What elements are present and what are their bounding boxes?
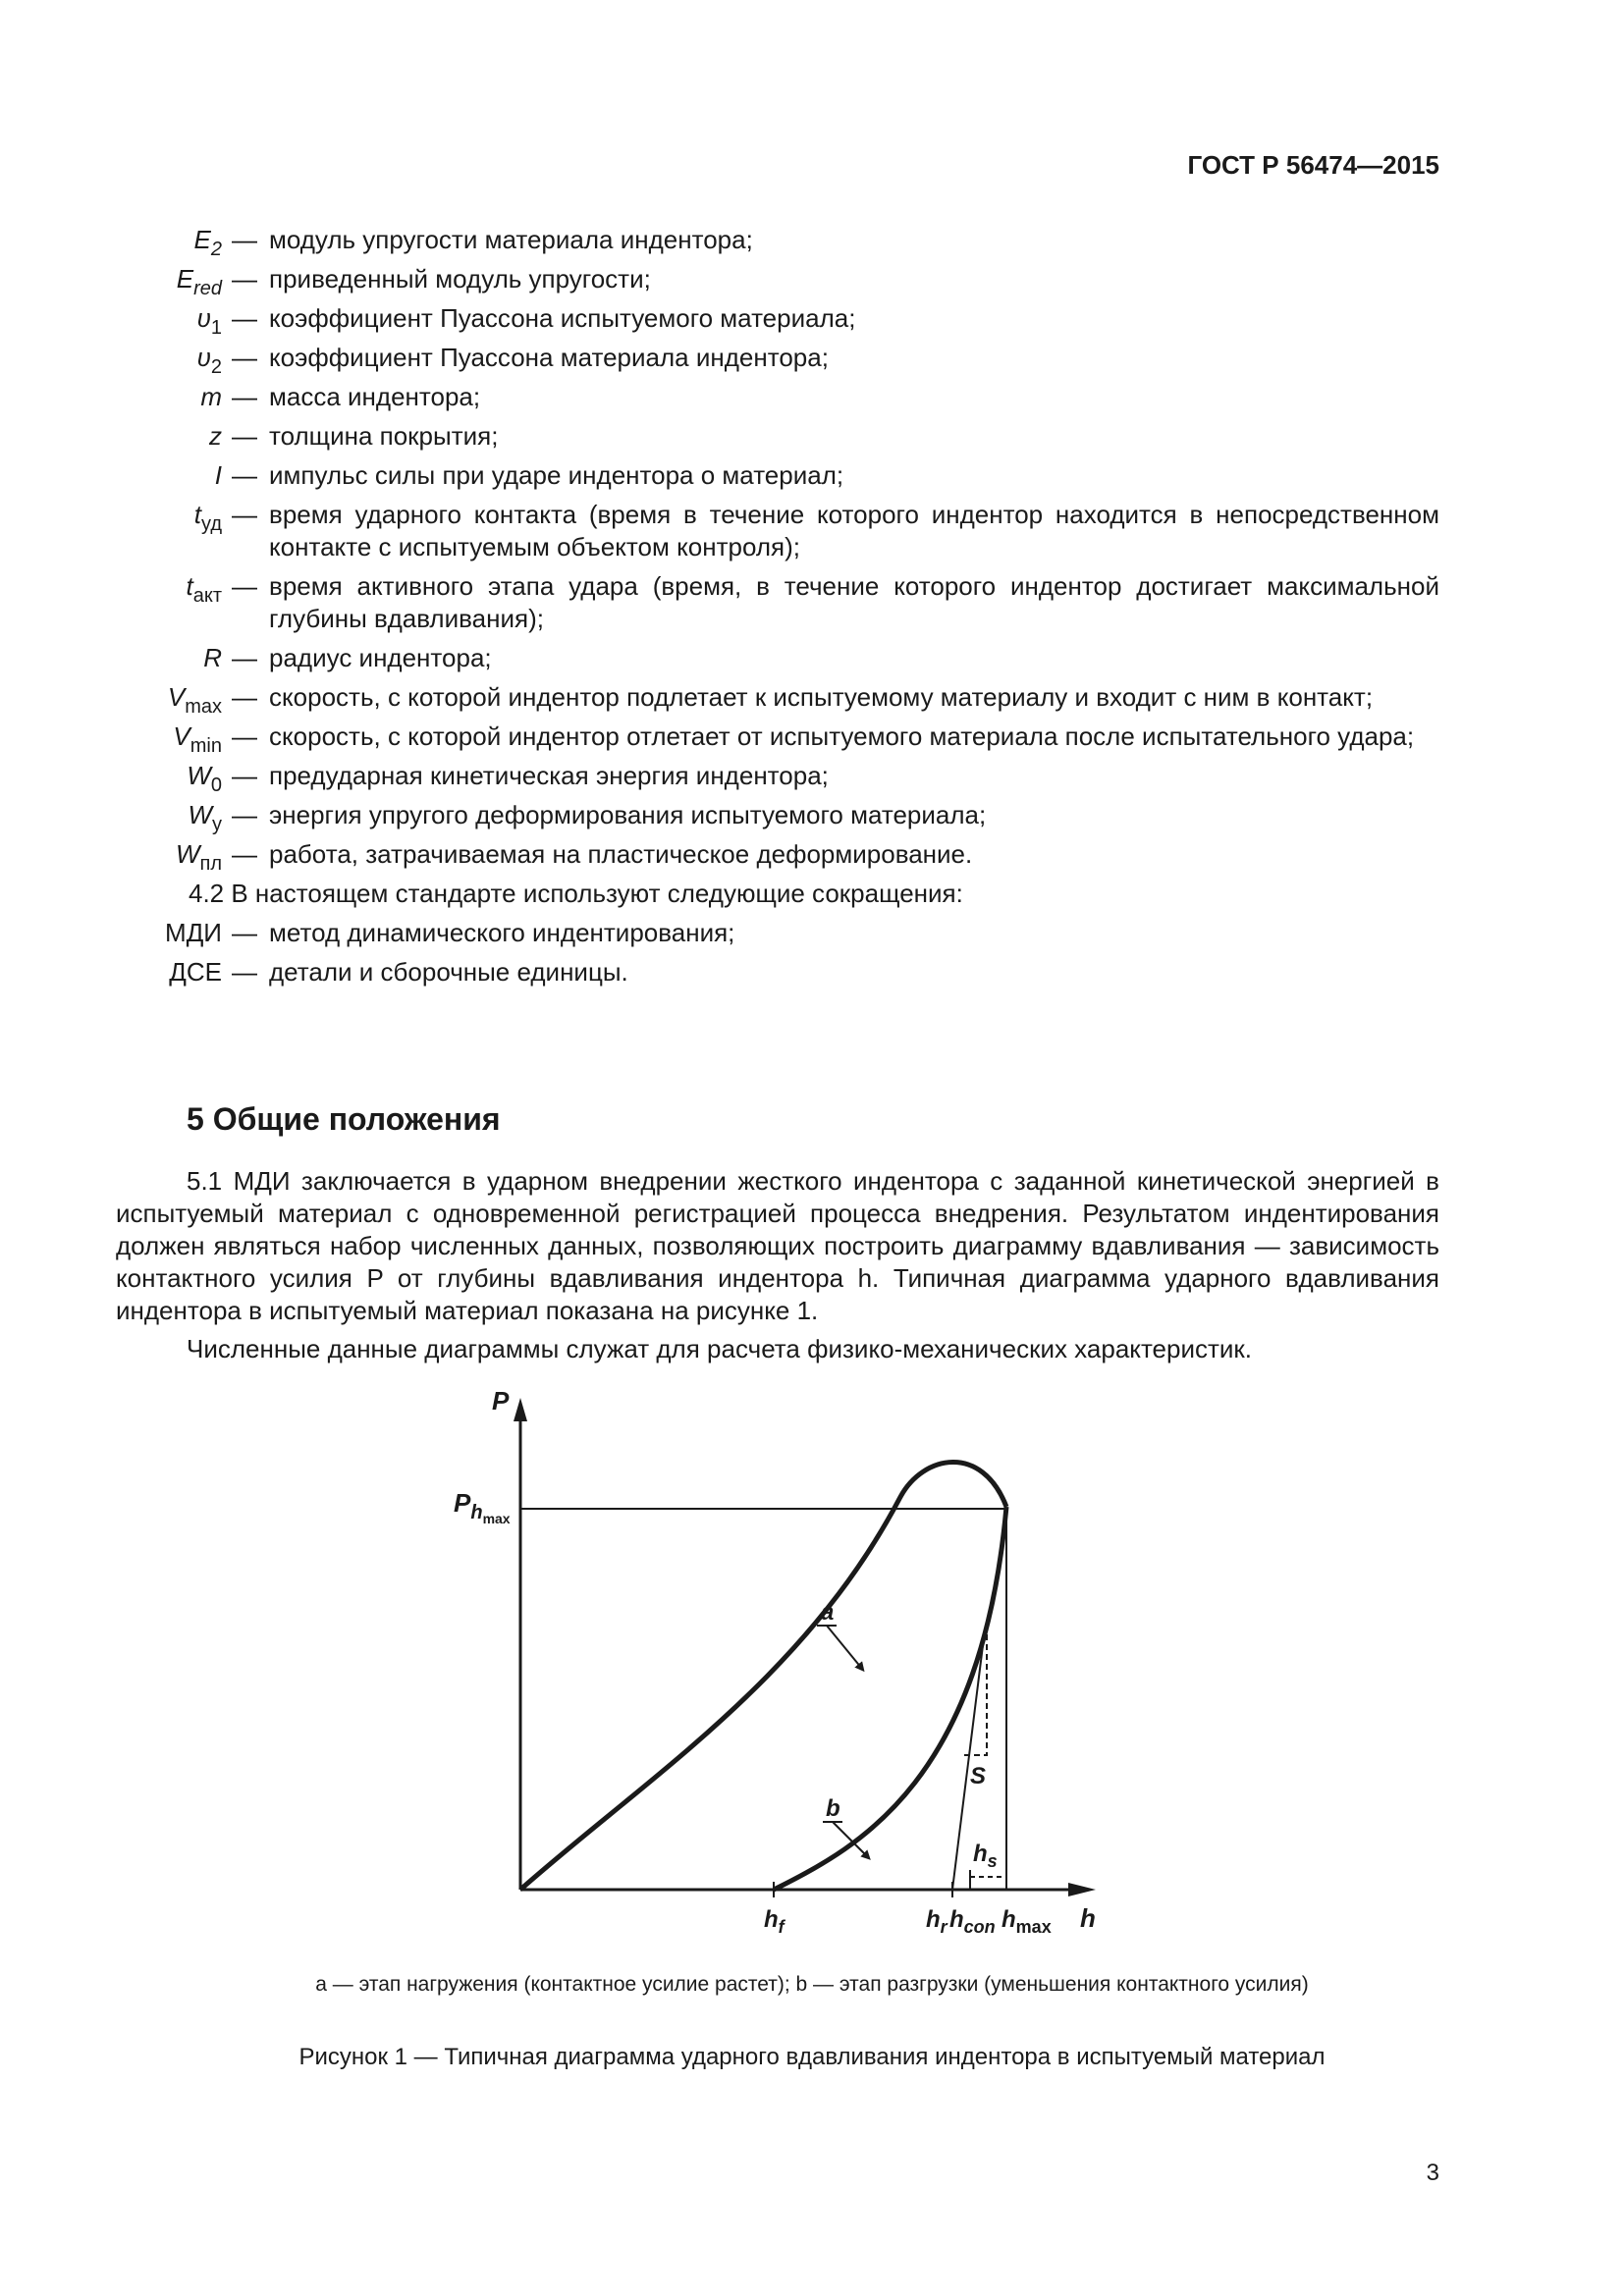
definition-text: масса индентора; [269,382,481,411]
definition-text: скорость, с которой индентор отлетает от испытуемого материала после испытательного удара; [269,721,1415,751]
s-label: S [970,1763,987,1789]
clause-4-2: 4.2 В настоящем стандарте используют следующие сокращения: [189,879,963,908]
definition-row [147,342,1439,378]
definition-symbol: $t_{уд}$ [193,500,222,535]
definition-text: скорость, с которой индентор подлетает к испытуемому материалу и входит с ним в контакт; [269,682,1374,712]
section-title: 5 Общие положения [187,1101,501,1137]
definition-text: приведенный модуль упругости; [269,264,651,294]
definition-dash: — [232,460,257,490]
definition-text: время ударного контакта (время в течение которого индентор находится в непосредственном контакте с испытуемым объектом контроля); [269,500,1439,561]
paragraph-5-1-continued: Численные данные диаграммы служат для расчета физико-механических характеристик. [187,1334,1253,1363]
pmax-label: $P_h\max$ [454,1488,511,1526]
tick-label-hr: $h_r$ [926,1906,947,1937]
y-axis-label: P [492,1386,510,1415]
definition-row [147,420,1439,453]
abbreviation-term: МДИ [165,918,222,947]
definition-symbol: m [200,382,222,411]
curve-b-label: b [826,1795,840,1822]
paragraph-5-1: 5.1 МДИ заключается в ударном внедрении жесткого индентора с заданной кинетической энергией в испытуемый материал с одновременной регистрацией процесса внедрения. Результатом индентирования должен являться набор численных данных, позволяющих построить диаграмму вдавливания — зависимость контактного усилия P от глубины вдавливания индентора h. Типичная диаграмма ударного вдавливания индентора в испытуемый материал показана на рисунке 1. [116,1166,1439,1325]
abbreviation-text: детали и сборочные единицы. [269,957,628,987]
diagram-svg [432,1384,1119,1944]
abbreviation-row [147,917,1439,949]
definition-symbol: $W_у$ [188,800,222,835]
abbreviation-dash: — [232,918,257,947]
tick-label-hmax: $h_{max}$ [1001,1906,1052,1937]
definition-row [147,499,1439,563]
definition-text: работа, затрачиваемая на пластическое деформирование. [269,839,973,869]
definition-row [147,459,1439,492]
definition-dash: — [232,761,257,790]
x-axis-arrow [1068,1883,1096,1896]
symbol-definitions [147,224,1439,995]
definition-row [147,838,1439,875]
definition-text: коэффициент Пуассона испытуемого материала; [269,303,856,333]
figure-caption: Рисунок 1 — Типичная диаграмма ударного вдавливания индентора в испытуемый материал [298,2044,1326,2070]
definition-row [147,224,1439,260]
definition-symbol: $V_{min}$ [173,721,222,757]
curve-a-pointer [827,1626,862,1669]
definition-text: время активного этапа удара (время, в течение которого индентор достигает максимальной глубины вдавливания); [269,571,1439,633]
definition-row [147,799,1439,835]
definition-symbol: $W_{пл}$ [175,839,222,875]
definition-text: импульс силы при ударе индентора о материал; [269,460,844,490]
loading-curve-a [520,1462,1006,1890]
abbreviation-term: ДСЕ [169,957,222,987]
definition-dash: — [232,682,257,712]
curve-a-label: a [821,1599,835,1626]
abbreviation-row [147,956,1439,988]
definition-dash: — [232,839,257,869]
definition-dash: — [232,382,257,411]
definition-symbol: R [203,643,222,672]
definition-dash: — [232,303,257,333]
definition-symbol: $V_{max}$ [167,682,222,718]
tick-label-hf: $h_f$ [764,1906,785,1937]
definition-dash: — [232,225,257,254]
page-number: 3 [1426,2160,1439,2186]
hs-label: $h_s$ [973,1841,998,1871]
definition-text: радиус индентора; [269,643,492,672]
definition-row [147,760,1439,796]
figure-legend: а — этап нагружения (контактное усилие растет); b — этап разгрузки (уменьшения контактного усилия) [315,1973,1309,1996]
definition-dash: — [232,500,257,529]
tick-label-hcon: $h_{con}$ [949,1906,996,1937]
definition-symbol: z [209,421,222,451]
definition-dash: — [232,264,257,294]
definition-dash: — [232,643,257,672]
definition-row [147,263,1439,299]
definition-text: модуль упругости материала индентора; [269,225,753,254]
definition-symbol: $\upsilon_2$ [196,343,222,378]
definition-text: энергия упругого деформирования испытуемого материала; [269,800,987,829]
x-axis-label: h [1080,1903,1096,1933]
definition-row [147,570,1439,635]
definition-symbol: $E_2$ [193,225,222,260]
definition-symbol: $\upsilon_1$ [196,303,222,339]
definition-dash: — [232,421,257,451]
definition-text: предударная кинетическая энергия индентора; [269,761,829,790]
definition-text: коэффициент Пуассона материала индентора; [269,343,829,372]
definition-dash: — [232,721,257,751]
y-axis-arrow [514,1398,527,1421]
definition-row [147,721,1439,757]
section-body [116,1165,1439,1365]
indentation-diagram [432,1384,1119,1944]
definition-dash: — [232,800,257,829]
definition-dash: — [232,343,257,372]
definition-symbol: $W_0$ [187,761,222,796]
document-number: ГОСТ Р 56474—2015 [1187,150,1439,180]
abbreviation-dash: — [232,957,257,987]
definition-symbol: I [214,460,222,490]
definition-row [147,642,1439,674]
definition-row [147,681,1439,718]
definition-list [147,224,1439,875]
unloading-curve-b [774,1507,1006,1890]
definition-row [147,381,1439,413]
definition-text: толщина покрытия; [269,421,499,451]
definition-symbol: $t_{акт}$ [186,571,222,607]
abbreviation-list [147,917,1439,988]
definition-dash: — [232,571,257,601]
abbreviation-text: метод динамического индентирования; [269,918,735,947]
definition-symbol: $E_{red}$ [176,264,222,299]
definition-row [147,302,1439,339]
